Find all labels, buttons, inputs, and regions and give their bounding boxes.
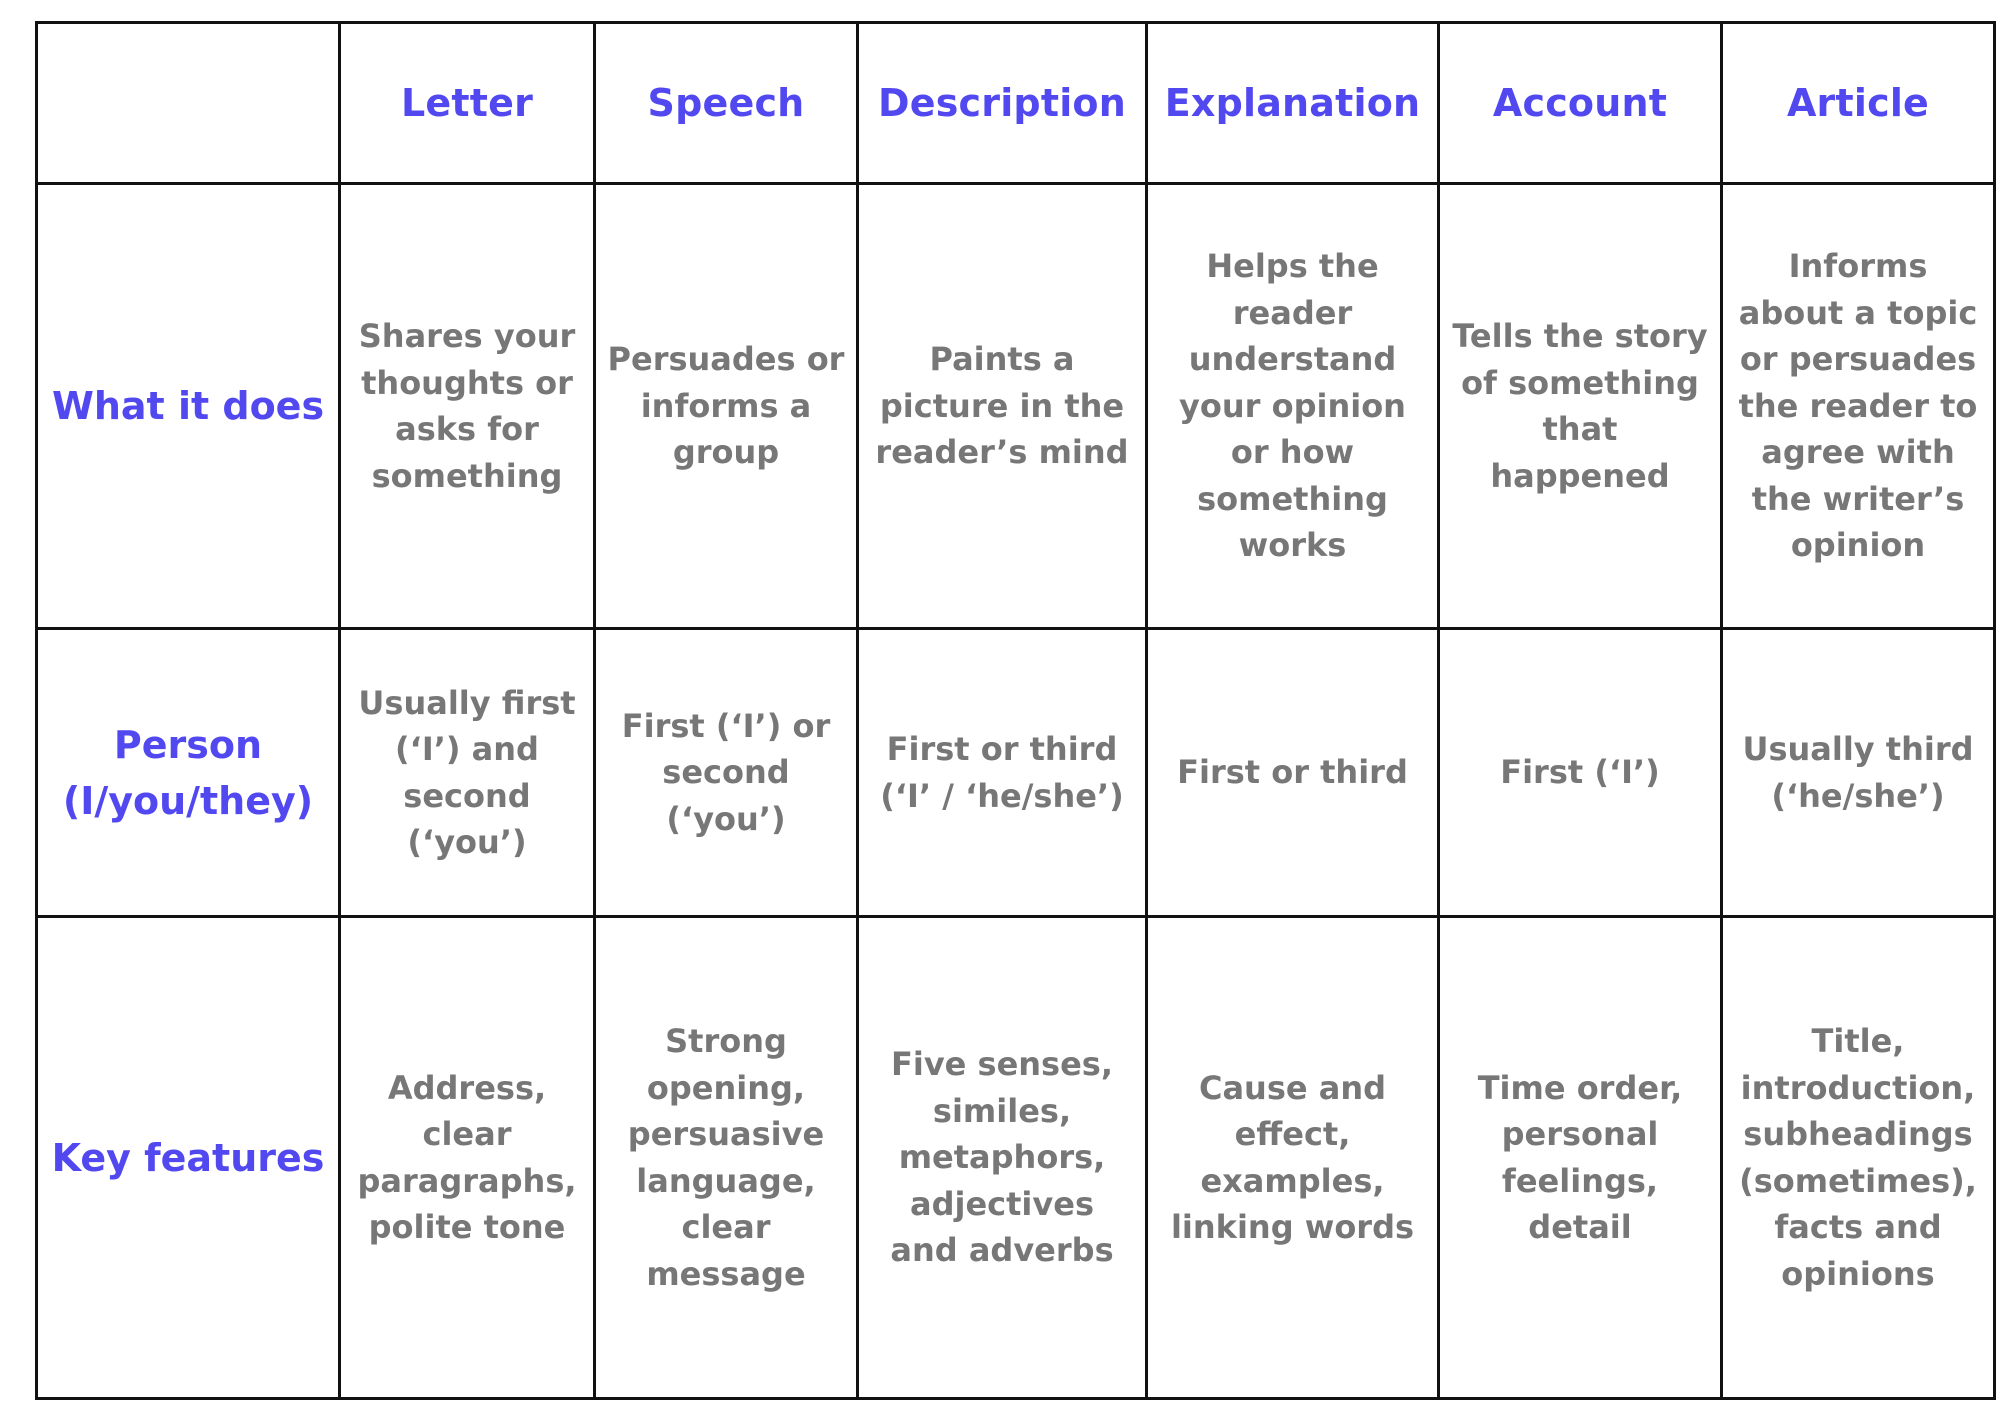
table-cell: Strong opening, persuasive language, clear message (595, 917, 858, 1399)
row-header-key-features: Key features (37, 917, 340, 1399)
writing-types-table (35, 21, 1996, 1400)
table-cell: Address, clear paragraphs, polite tone (340, 917, 595, 1399)
table-cell: Helps the reader understand your opinion or how something works (1147, 184, 1439, 629)
table-cell: First or third (1147, 629, 1439, 917)
table-row (37, 629, 1995, 917)
column-header-article: Article (1722, 23, 1995, 184)
table-cell: Title, introduction, subheadings (sometimes), facts and opinions (1722, 917, 1995, 1399)
table-cell: Persuades or informs a group (595, 184, 858, 629)
header-row (37, 23, 1995, 184)
table-cell: First (‘I’) (1439, 629, 1722, 917)
table-cell: Cause and effect, examples, linking words (1147, 917, 1439, 1399)
column-header-account: Account (1439, 23, 1722, 184)
column-header-explanation: Explanation (1147, 23, 1439, 184)
table-cell: Paints a picture in the reader’s mind (858, 184, 1147, 629)
table-cell: Informs about a topic or persuades the reader to agree with the writer’s opinion (1722, 184, 1995, 629)
table-cell: Time order, personal feelings, detail (1439, 917, 1722, 1399)
column-header-letter: Letter (340, 23, 595, 184)
table-cell: Five senses, similes, metaphors, adjectives and adverbs (858, 917, 1147, 1399)
table-cell: First (‘I’) or second (‘you’) (595, 629, 858, 917)
table-cell: Usually third (‘he/she’) (1722, 629, 1995, 917)
row-header-what-it-does: What it does (37, 184, 340, 629)
column-header-description: Description (858, 23, 1147, 184)
table-cell: Usually first (‘I’) and second (‘you’) (340, 629, 595, 917)
table-cell: Tells the story of something that happened (1439, 184, 1722, 629)
table-cell: First or third (‘I’ / ‘he/she’) (858, 629, 1147, 917)
table-row (37, 917, 1995, 1399)
corner-cell (37, 23, 340, 184)
table-cell: Shares your thoughts or asks for something (340, 184, 595, 629)
row-header-person: Person (I/you/they) (37, 629, 340, 917)
table-row (37, 184, 1995, 629)
column-header-speech: Speech (595, 23, 858, 184)
